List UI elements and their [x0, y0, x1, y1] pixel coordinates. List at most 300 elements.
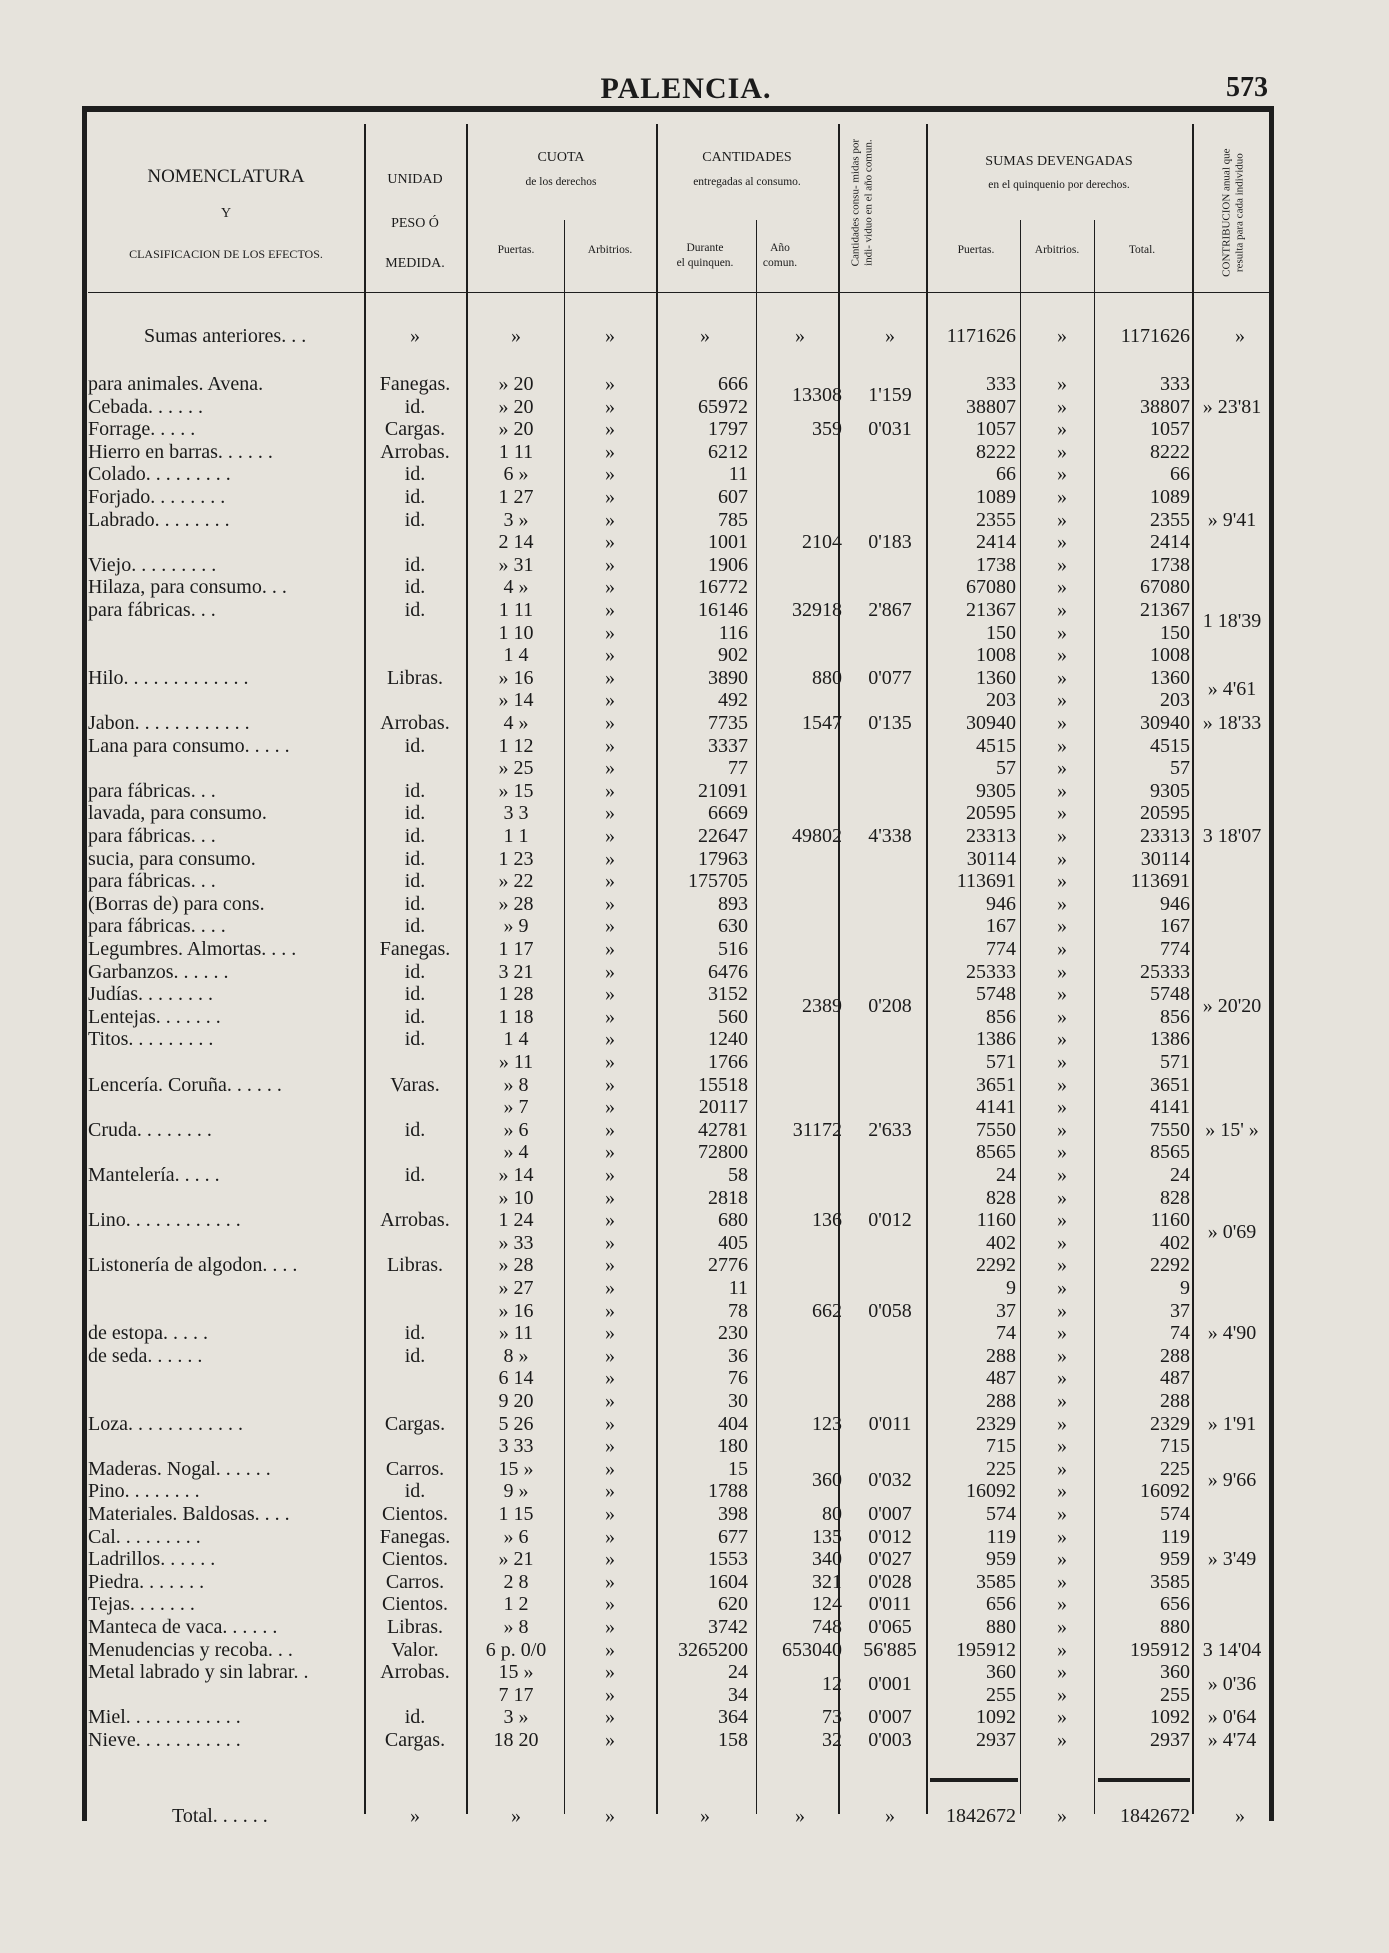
row-cuota-puertas: » 11 [498, 1051, 534, 1073]
row-sumas-arbitrios: » [1057, 1277, 1067, 1299]
row-sumas-puertas: 2937 [976, 1729, 1016, 1751]
row-sumas-total: 333 [1160, 373, 1190, 395]
row-unidad: Cientos. [381, 1593, 449, 1616]
row-sumas-arbitrios: » [1057, 644, 1067, 667]
group-por-individuo: 0'001 [868, 1672, 912, 1695]
row-cuota-arbitrios: » [605, 1254, 615, 1277]
row-sumas-total: 288 [1160, 1390, 1190, 1412]
row-cuota-arbitrios: » [605, 1073, 615, 1096]
row-unidad: id. [404, 915, 426, 938]
row-sumas-total: 1360 [1150, 666, 1190, 689]
row-sumas-puertas: 656 [986, 1593, 1016, 1616]
group-ano-comun: 49802 [792, 825, 842, 847]
row-sumas-arbitrios: » [1057, 621, 1067, 644]
row-sumas-total: 774 [1160, 938, 1190, 960]
row-cuota-arbitrios: » [605, 847, 615, 870]
page-title: PALENCIA. [600, 72, 772, 105]
row-cuota-arbitrios: » [605, 960, 615, 983]
row-sumas-puertas: 113691 [956, 870, 1016, 893]
row-sumas-total: 2937 [1150, 1729, 1190, 1751]
row-cuota-arbitrios: » [605, 1005, 615, 1028]
row-cuota-puertas: » 6 [503, 1525, 529, 1548]
row-sumas-arbitrios: » [1057, 373, 1067, 395]
row-sumas-arbitrios: » [1057, 1051, 1067, 1073]
row-cuota-arbitrios: » [605, 983, 615, 1006]
row-unidad: id. [404, 734, 426, 757]
row-sumas-puertas: 4141 [976, 1096, 1016, 1119]
row-unidad: id. [404, 553, 426, 576]
row-name: (Borras de) para cons. [88, 892, 265, 915]
row-sumas-total: 25333 [1140, 960, 1190, 983]
row-sumas-arbitrios: » [1057, 1593, 1067, 1616]
row-cuota-arbitrios: » [605, 418, 615, 441]
row-sumas-total: 2355 [1150, 508, 1190, 531]
row-cuota-puertas: 1 12 [498, 734, 534, 757]
group-por-individuo: 0'208 [868, 994, 912, 1017]
row-durante-quinquenio: 21091 [698, 779, 748, 802]
row-sumas-puertas: 946 [986, 892, 1016, 915]
group-por-individuo: 2'633 [868, 1118, 912, 1141]
group-por-individuo: 0'058 [868, 1299, 912, 1322]
top-rule [82, 106, 1274, 112]
row-name: Nieve. . . . . . . . . . . [88, 1729, 241, 1751]
row-name: Menudencias y recoba. . . [88, 1638, 293, 1661]
row-name: para fábricas. . . [88, 599, 216, 621]
row-name: Legumbres. Almortas. . . . [88, 938, 297, 960]
row-unidad: id. [404, 1005, 426, 1028]
row-cuota-puertas: 1 28 [498, 983, 534, 1006]
row-sumas-arbitrios: » [1057, 1118, 1067, 1141]
row-name: Garbanzos. . . . . . [88, 960, 229, 983]
row-sumas-puertas: 5748 [976, 983, 1016, 1006]
row-cuota-arbitrios: » [605, 1118, 615, 1141]
row-contribucion: » 9'41 [1207, 508, 1257, 531]
row-durante-quinquenio: 116 [718, 621, 748, 644]
row-sumas-puertas: 37 [996, 1299, 1016, 1322]
row-sumas-puertas: 774 [986, 938, 1016, 960]
row-sumas-puertas: 487 [986, 1367, 1016, 1390]
row-sumas-arbitrios: » [1057, 1435, 1067, 1458]
total-label: Total. . . . . . [172, 1805, 268, 1827]
row-sumas-arbitrios: » [1057, 1480, 1067, 1503]
row-durante-quinquenio: 77 [728, 757, 748, 780]
row-sumas-puertas: 1738 [976, 553, 1016, 576]
row-sumas-puertas: 360 [986, 1661, 1016, 1684]
row-durante-quinquenio: 6212 [708, 440, 748, 463]
row-sumas-puertas: 9 [1006, 1277, 1016, 1299]
group-por-individuo: 0'031 [868, 418, 912, 441]
row-durante-quinquenio: 1240 [708, 1028, 748, 1051]
row-name: Miel. . . . . . . . . . . . [88, 1706, 241, 1729]
row-cuota-puertas: 3 21 [498, 960, 534, 983]
row-sumas-total: 656 [1160, 1593, 1190, 1616]
row-durante-quinquenio: 17963 [698, 847, 748, 870]
row-sumas-arbitrios: » [1057, 418, 1067, 441]
row-name: Listonería de algodon. . . . [88, 1254, 298, 1277]
row-sumas-arbitrios: » [1057, 1367, 1067, 1390]
group-ano-comun: 13308 [792, 384, 842, 407]
row-durante-quinquenio: 3265200 [678, 1638, 748, 1661]
row-cuota-puertas: 6 p. 0/0 [485, 1638, 547, 1661]
row-cuota-arbitrios: » [605, 508, 615, 531]
row-sumas-total: 9305 [1150, 779, 1190, 802]
row-cuota-puertas: 1 4 [503, 1028, 529, 1051]
summary-dq: » [700, 325, 710, 347]
col-rule [564, 220, 565, 1814]
row-sumas-puertas: 4515 [976, 734, 1016, 757]
group-por-individuo: 0'065 [868, 1616, 912, 1638]
group-por-individuo: 0'012 [868, 1525, 912, 1548]
row-name: Cruda. . . . . . . . [88, 1118, 212, 1141]
header-comun: comun. [762, 257, 798, 269]
row-name: Ladrillos. . . . . . [88, 1548, 216, 1571]
row-unidad: Arrobas. [380, 1661, 450, 1684]
row-cuota-puertas: 9 » [503, 1480, 529, 1503]
row-cuota-puertas: » 8 [503, 1073, 529, 1096]
row-sumas-arbitrios: » [1057, 1186, 1067, 1209]
row-name: Hilaza, para consumo. . . [88, 576, 287, 599]
row-cuota-arbitrios: » [605, 1503, 615, 1525]
row-cuota-arbitrios: » [605, 486, 615, 508]
row-cuota-puertas: » 20 [498, 395, 534, 418]
row-cuota-puertas: 1 17 [498, 938, 534, 960]
row-name: Metal labrado y sin labrar. . [88, 1661, 309, 1684]
header-s-arbitrios: Arbitrios. [1034, 244, 1080, 256]
summary-cp: » [511, 325, 521, 347]
row-cuota-puertas: 1 24 [498, 1209, 534, 1232]
row-sumas-arbitrios: » [1057, 1548, 1067, 1571]
row-sumas-puertas: 288 [986, 1344, 1016, 1367]
row-cuota-arbitrios: » [605, 757, 615, 780]
row-cuota-arbitrios: » [605, 1480, 615, 1503]
row-unidad: Varas. [390, 1073, 440, 1096]
row-sumas-puertas: 715 [986, 1435, 1016, 1458]
row-sumas-total: 150 [1160, 621, 1190, 644]
row-sumas-arbitrios: » [1057, 802, 1067, 825]
row-sumas-total: 16092 [1140, 1480, 1190, 1503]
row-contribucion: » 0'36 [1207, 1672, 1257, 1695]
row-sumas-arbitrios: » [1057, 1570, 1067, 1593]
row-sumas-arbitrios: » [1057, 779, 1067, 802]
row-sumas-arbitrios: » [1057, 395, 1067, 418]
row-cuota-arbitrios: » [605, 1096, 615, 1119]
row-durante-quinquenio: 680 [718, 1209, 748, 1232]
row-contribucion: » 20'20 [1202, 994, 1262, 1017]
row-name: Lana para consumo. . . . . [88, 734, 290, 757]
row-cuota-puertas: 5 26 [498, 1412, 534, 1435]
row-contribucion: » 9'66 [1207, 1469, 1257, 1492]
row-contribucion: » 23'81 [1202, 395, 1262, 418]
row-name: para animales. Avena. [88, 373, 264, 395]
row-durante-quinquenio: 677 [718, 1525, 748, 1548]
row-sumas-arbitrios: » [1057, 757, 1067, 780]
row-durante-quinquenio: 398 [718, 1503, 748, 1525]
group-por-individuo: 0'027 [868, 1548, 912, 1571]
row-sumas-arbitrios: » [1057, 1231, 1067, 1254]
row-unidad: Fanegas. [379, 938, 451, 960]
row-name: Lentejas. . . . . . . [88, 1005, 221, 1028]
row-sumas-arbitrios: » [1057, 1209, 1067, 1232]
row-cuota-arbitrios: » [605, 1638, 615, 1661]
group-ano-comun: 73 [822, 1706, 842, 1729]
row-sumas-total: 959 [1160, 1548, 1190, 1571]
page-number: 573 [1226, 72, 1268, 103]
row-sumas-puertas: 3651 [976, 1073, 1016, 1096]
row-sumas-puertas: 2355 [976, 508, 1016, 531]
row-durante-quinquenio: 20117 [698, 1096, 748, 1119]
col-rule [364, 124, 366, 1814]
header-consumidas: Cantidades consu- midas por indi- viduo en el año comun. [849, 138, 874, 267]
row-cuota-arbitrios: » [605, 1028, 615, 1051]
row-durante-quinquenio: 1001 [708, 531, 748, 554]
row-durante-quinquenio: 3337 [708, 734, 748, 757]
row-sumas-arbitrios: » [1057, 531, 1067, 554]
row-sumas-arbitrios: » [1057, 938, 1067, 960]
row-sumas-total: 828 [1160, 1186, 1190, 1209]
group-por-individuo: 0'003 [868, 1729, 912, 1751]
row-sumas-arbitrios: » [1057, 1005, 1067, 1028]
total-sp: 1842672 [946, 1805, 1016, 1827]
row-durante-quinquenio: 175705 [688, 870, 748, 893]
row-sumas-puertas: 2292 [976, 1254, 1016, 1277]
group-ano-comun: 340 [812, 1548, 842, 1571]
row-unidad: id. [404, 802, 426, 825]
row-cuota-puertas: 9 20 [498, 1390, 534, 1412]
row-durante-quinquenio: 2776 [708, 1254, 748, 1277]
group-ano-comun: 12 [822, 1672, 842, 1695]
row-contribucion: 3 14'04 [1202, 1638, 1262, 1661]
row-contribucion: » 18'33 [1202, 712, 1262, 734]
sum-rule [930, 1778, 1018, 1782]
row-cuota-arbitrios: » [605, 1141, 615, 1164]
row-sumas-arbitrios: » [1057, 553, 1067, 576]
group-por-individuo: 56'885 [863, 1638, 917, 1661]
group-ano-comun: 31172 [792, 1118, 842, 1141]
row-durante-quinquenio: 1766 [708, 1051, 748, 1073]
row-sumas-arbitrios: » [1057, 1322, 1067, 1345]
row-sumas-puertas: 20595 [966, 802, 1016, 825]
row-sumas-total: 67080 [1140, 576, 1190, 599]
total-sa: » [1057, 1805, 1067, 1827]
row-unidad: id. [404, 1028, 426, 1051]
row-durante-quinquenio: 666 [718, 373, 748, 395]
row-cuota-puertas: 1 2 [503, 1593, 529, 1616]
row-sumas-puertas: 333 [986, 373, 1016, 395]
row-sumas-total: 38807 [1140, 395, 1190, 418]
group-ano-comun: 2104 [802, 531, 842, 554]
summary-label: Sumas anteriores. . . [144, 325, 307, 347]
row-sumas-arbitrios: » [1057, 1729, 1067, 1751]
row-cuota-puertas: 18 20 [493, 1729, 539, 1751]
row-name: Loza. . . . . . . . . . . . [88, 1412, 243, 1435]
row-sumas-total: 1092 [1150, 1706, 1190, 1729]
row-cuota-puertas: 7 17 [498, 1683, 534, 1706]
row-cuota-puertas: » 9 [503, 915, 529, 938]
row-sumas-puertas: 1057 [976, 418, 1016, 441]
row-cuota-arbitrios: » [605, 531, 615, 554]
row-cuota-puertas: » 21 [498, 1548, 534, 1571]
row-cuota-arbitrios: » [605, 644, 615, 667]
row-unidad: Carros. [385, 1570, 445, 1593]
row-cuota-arbitrios: » [605, 1525, 615, 1548]
col-rule [656, 124, 658, 1814]
row-name: lavada, para consumo. [88, 802, 267, 825]
row-sumas-arbitrios: » [1057, 712, 1067, 734]
row-cuota-puertas: » 33 [498, 1231, 534, 1254]
row-sumas-arbitrios: » [1057, 1164, 1067, 1186]
group-ano-comun: 662 [812, 1299, 842, 1322]
row-cuota-arbitrios: » [605, 734, 615, 757]
row-sumas-total: 119 [1160, 1525, 1190, 1548]
row-unidad: Libras. [386, 666, 444, 689]
row-sumas-total: 57 [1170, 757, 1190, 780]
row-sumas-arbitrios: » [1057, 960, 1067, 983]
row-cuota-arbitrios: » [605, 1164, 615, 1186]
col-rule [1094, 220, 1095, 1814]
group-por-individuo: 0'007 [868, 1503, 912, 1525]
row-name: Judías. . . . . . . . [88, 983, 213, 1006]
row-cuota-arbitrios: » [605, 1051, 615, 1073]
row-cuota-puertas: 3 3 [503, 802, 529, 825]
row-sumas-puertas: 57 [996, 757, 1016, 780]
row-cuota-puertas: 2 14 [498, 531, 534, 554]
row-sumas-total: 1089 [1150, 486, 1190, 508]
row-sumas-arbitrios: » [1057, 1616, 1067, 1638]
col-rule [1192, 124, 1194, 1814]
header-sumas-sub: en el quinquenio por derechos. [988, 179, 1130, 191]
row-sumas-total: 3585 [1150, 1570, 1190, 1593]
group-ano-comun: 123 [812, 1412, 842, 1435]
row-contribucion: » 4'74 [1207, 1729, 1257, 1751]
group-ano-comun: 360 [812, 1469, 842, 1492]
row-unidad: id. [404, 892, 426, 915]
row-cuota-puertas: 1 18 [498, 1005, 534, 1028]
row-cuota-puertas: 1 11 [498, 599, 534, 621]
row-sumas-arbitrios: » [1057, 1638, 1067, 1661]
summary-contrib: » [1235, 325, 1245, 347]
row-sumas-total: 856 [1160, 1005, 1190, 1028]
row-sumas-total: 30940 [1140, 712, 1190, 734]
row-sumas-total: 8222 [1150, 440, 1190, 463]
row-name: Materiales. Baldosas. . . . [88, 1503, 290, 1525]
row-cuota-puertas: 1 15 [498, 1503, 534, 1525]
row-sumas-total: 2292 [1150, 1254, 1190, 1277]
total-dq: » [700, 1805, 710, 1827]
group-por-individuo: 2'867 [868, 599, 912, 621]
row-cuota-puertas: 15 » [498, 1661, 534, 1684]
row-cuota-puertas: » 25 [498, 757, 534, 780]
row-cuota-puertas: » 6 [503, 1118, 529, 1141]
group-por-individuo: 0'011 [868, 1593, 912, 1616]
row-sumas-puertas: 1089 [976, 486, 1016, 508]
row-cuota-arbitrios: » [605, 915, 615, 938]
header-durante: Durante [686, 242, 724, 254]
row-sumas-puertas: 288 [986, 1390, 1016, 1412]
row-sumas-puertas: 24 [996, 1164, 1016, 1186]
row-sumas-total: 946 [1160, 892, 1190, 915]
row-durante-quinquenio: 180 [718, 1435, 748, 1458]
header-cantidades: CANTIDADES [702, 150, 792, 165]
row-unidad: Cargas. [384, 1729, 446, 1751]
group-por-individuo: 0'032 [868, 1469, 912, 1492]
group-por-individuo: 0'135 [868, 712, 912, 734]
row-durante-quinquenio: 405 [718, 1231, 748, 1254]
row-durante-quinquenio: 607 [718, 486, 748, 508]
row-durante-quinquenio: 3152 [708, 983, 748, 1006]
row-sumas-total: 8565 [1150, 1141, 1190, 1164]
group-por-individuo: 0'007 [868, 1706, 912, 1729]
row-sumas-total: 37 [1170, 1299, 1190, 1322]
row-unidad: id. [404, 847, 426, 870]
row-sumas-puertas: 9305 [976, 779, 1016, 802]
row-sumas-arbitrios: » [1057, 1457, 1067, 1480]
row-sumas-puertas: 2414 [976, 531, 1016, 554]
row-durante-quinquenio: 15 [728, 1457, 748, 1480]
row-cuota-puertas: » 16 [498, 666, 534, 689]
row-cuota-arbitrios: » [605, 1616, 615, 1638]
row-cuota-arbitrios: » [605, 373, 615, 395]
row-sumas-total: 21367 [1140, 599, 1190, 621]
group-ano-comun: 1547 [802, 712, 842, 734]
row-unidad: id. [404, 1322, 426, 1345]
group-por-individuo: 0'183 [868, 531, 912, 554]
row-durante-quinquenio: 492 [718, 689, 748, 712]
row-sumas-arbitrios: » [1057, 1412, 1067, 1435]
row-cuota-arbitrios: » [605, 1706, 615, 1729]
total-ca: » [605, 1805, 615, 1827]
row-sumas-total: 195912 [1130, 1638, 1190, 1661]
header-medida: MEDIDA. [385, 256, 445, 271]
row-cuota-arbitrios: » [605, 1231, 615, 1254]
row-cuota-puertas: 3 33 [498, 1435, 534, 1458]
group-ano-comun: 124 [812, 1593, 842, 1616]
row-name: Titos. . . . . . . . . [88, 1028, 214, 1051]
row-unidad: Cientos. [381, 1503, 449, 1525]
row-sumas-total: 66 [1170, 463, 1190, 486]
row-durante-quinquenio: 1797 [708, 418, 748, 441]
row-cuota-arbitrios: » [605, 1344, 615, 1367]
row-sumas-total: 2329 [1150, 1412, 1190, 1435]
row-sumas-total: 4141 [1150, 1096, 1190, 1119]
row-durante-quinquenio: 58 [728, 1164, 748, 1186]
row-sumas-arbitrios: » [1057, 1141, 1067, 1164]
row-sumas-puertas: 67080 [966, 576, 1016, 599]
total-ac: » [795, 1805, 805, 1827]
sum-rule [1098, 1778, 1190, 1782]
row-sumas-total: 360 [1160, 1661, 1190, 1684]
row-cuota-puertas: 4 » [503, 712, 529, 734]
row-durante-quinquenio: 30 [728, 1390, 748, 1412]
row-cuota-puertas: » 7 [503, 1096, 529, 1119]
row-sumas-total: 2414 [1150, 531, 1190, 554]
row-unidad: Libras. [386, 1254, 444, 1277]
group-ano-comun: 880 [812, 666, 842, 689]
row-sumas-total: 225 [1160, 1457, 1190, 1480]
row-unidad: Arrobas. [380, 712, 450, 734]
row-cuota-arbitrios: » [605, 1435, 615, 1458]
row-durante-quinquenio: 16146 [698, 599, 748, 621]
summary-st: 1171626 [1120, 325, 1190, 347]
row-cuota-arbitrios: » [605, 1209, 615, 1232]
row-sumas-total: 20595 [1140, 802, 1190, 825]
row-sumas-puertas: 66 [996, 463, 1016, 486]
row-durante-quinquenio: 24 [728, 1661, 748, 1684]
row-sumas-arbitrios: » [1057, 666, 1067, 689]
header-s-puertas: Puertas. [957, 244, 995, 256]
group-por-individuo: 4'338 [868, 825, 912, 847]
row-sumas-arbitrios: » [1057, 1344, 1067, 1367]
total-ind: » [885, 1805, 895, 1827]
